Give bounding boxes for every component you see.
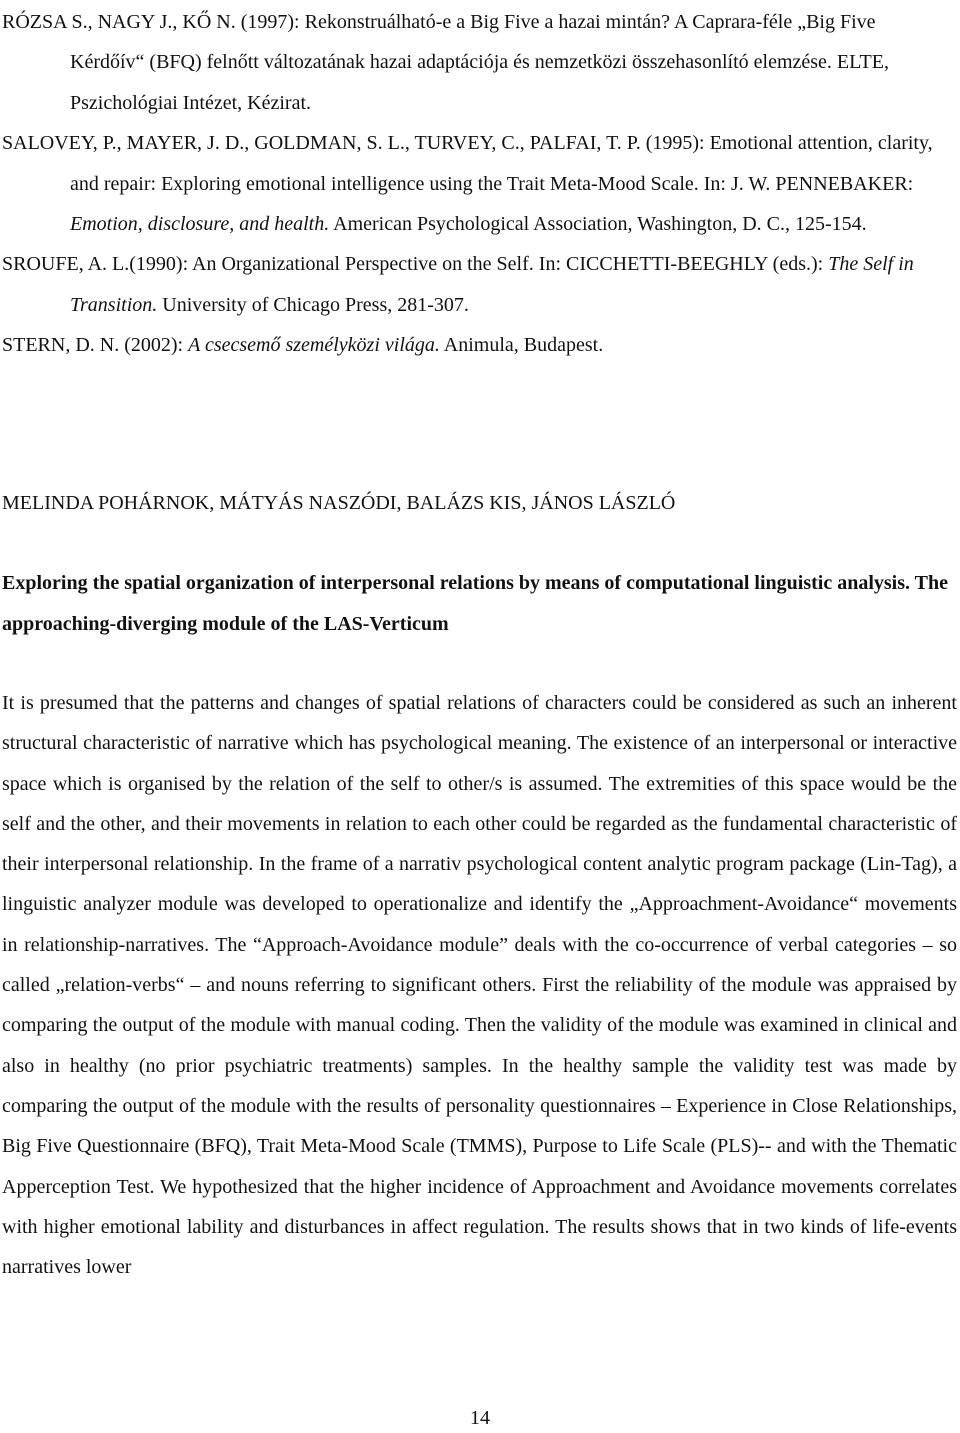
reference-text: RÓZSA S., NAGY J., KŐ N. (1997): Rekonstruálható-e a Big Five a hazai mintán? A Caprara-féle „Big Five Kérdőív“ (BFQ) felnőtt változatának hazai adaptációja és nemzetközi összehasonlító elemzése. ELTE, Pszichológiai Intézet, Kézirat. bbox=[2, 11, 889, 114]
reference-entry bbox=[2, 123, 952, 244]
reference-text: STERN, D. N. (2002): bbox=[2, 334, 189, 357]
reference-italic-title: The Self in Transition. bbox=[70, 253, 914, 316]
reference-text: Animula, Budapest. bbox=[439, 334, 604, 357]
reference-italic-title: Emotion, disclosure, and health. bbox=[70, 213, 330, 236]
reference-text: University of Chicago Press, 281-307. bbox=[157, 293, 469, 316]
article-title: Exploring the spatial organization of interpersonal relations by means of computational linguistic analysis. The approaching-diverging module of the LAS-Verticum bbox=[2, 572, 948, 635]
reference-list bbox=[2, 2, 952, 366]
page-number: 14 bbox=[470, 1407, 490, 1429]
reference-entry bbox=[2, 325, 952, 365]
reference-text: SALOVEY, P., MAYER, J. D., GOLDMAN, S. L., TURVEY, C., PALFAI, T. P. (1995): Emotional attention, clarity, and repair: Exploring emotional intelligence using the Trait Meta-Mood Scale. In: J. W. PENNEBAKER: bbox=[2, 132, 933, 195]
article-abstract: It is presumed that the patterns and changes of spatial relations of characters could be considered as such an inherent structural characteristic of narrative which has psychological meaning. The existence of an interpersonal or interactive space which is organised by the relation of the self to other/s is assumed. The extremities of this space would be the self and the other, and their movements in relation to each other could be regarded as the fundamental characteristic of their interpersonal relationship. In the frame of a narrativ psychological content analytic program package (Lin-Tag), a linguistic analyzer module was developed to operationalize and identify the „Approachment-Avoidance“ movements in relationship-narratives. The “Approach-Avoidance module” deals with the co-occurrence of verbal categories – so called „relation-verbs“ – and nouns referring to significant others. First the reliability of the module was appraised by comparing the output of the module with manual coding. Then the validity of the module was examined in clinical and also in healthy (no prior psychiatric treatments) samples. In the healthy sample the validity test was made by comparing the output of the module with the results of personality questionnaires – Experience in Close Relationships, Big Five Questionnaire (BFQ), Trait Meta-Mood Scale (TMMS), Purpose to Life Scale (PLS)-- and with the Thematic Apperception Test. We hypothesized that the higher incidence of Approachment and Avoidance movements correlates with higher emotional lability and disturbances in affect regulation. The results shows that in two kinds of life-events narratives lower bbox=[2, 692, 957, 1279]
reference-entry bbox=[2, 244, 952, 325]
article-authors: MELINDA POHÁRNOK, MÁTYÁS NASZÓDI, BALÁZS KIS, JÁNOS LÁSZLÓ bbox=[2, 492, 676, 514]
reference-text: American Psychological Association, Washington, D. C., 125-154. bbox=[329, 213, 867, 236]
reference-text: SROUFE, A. L.(1990): An Organizational Perspective on the Self. In: CICCHETTI-BEEGHLY (eds.): bbox=[2, 253, 829, 276]
reference-italic-title: A csecsemő személyközi világa. bbox=[188, 334, 440, 357]
reference-entry bbox=[2, 2, 952, 123]
